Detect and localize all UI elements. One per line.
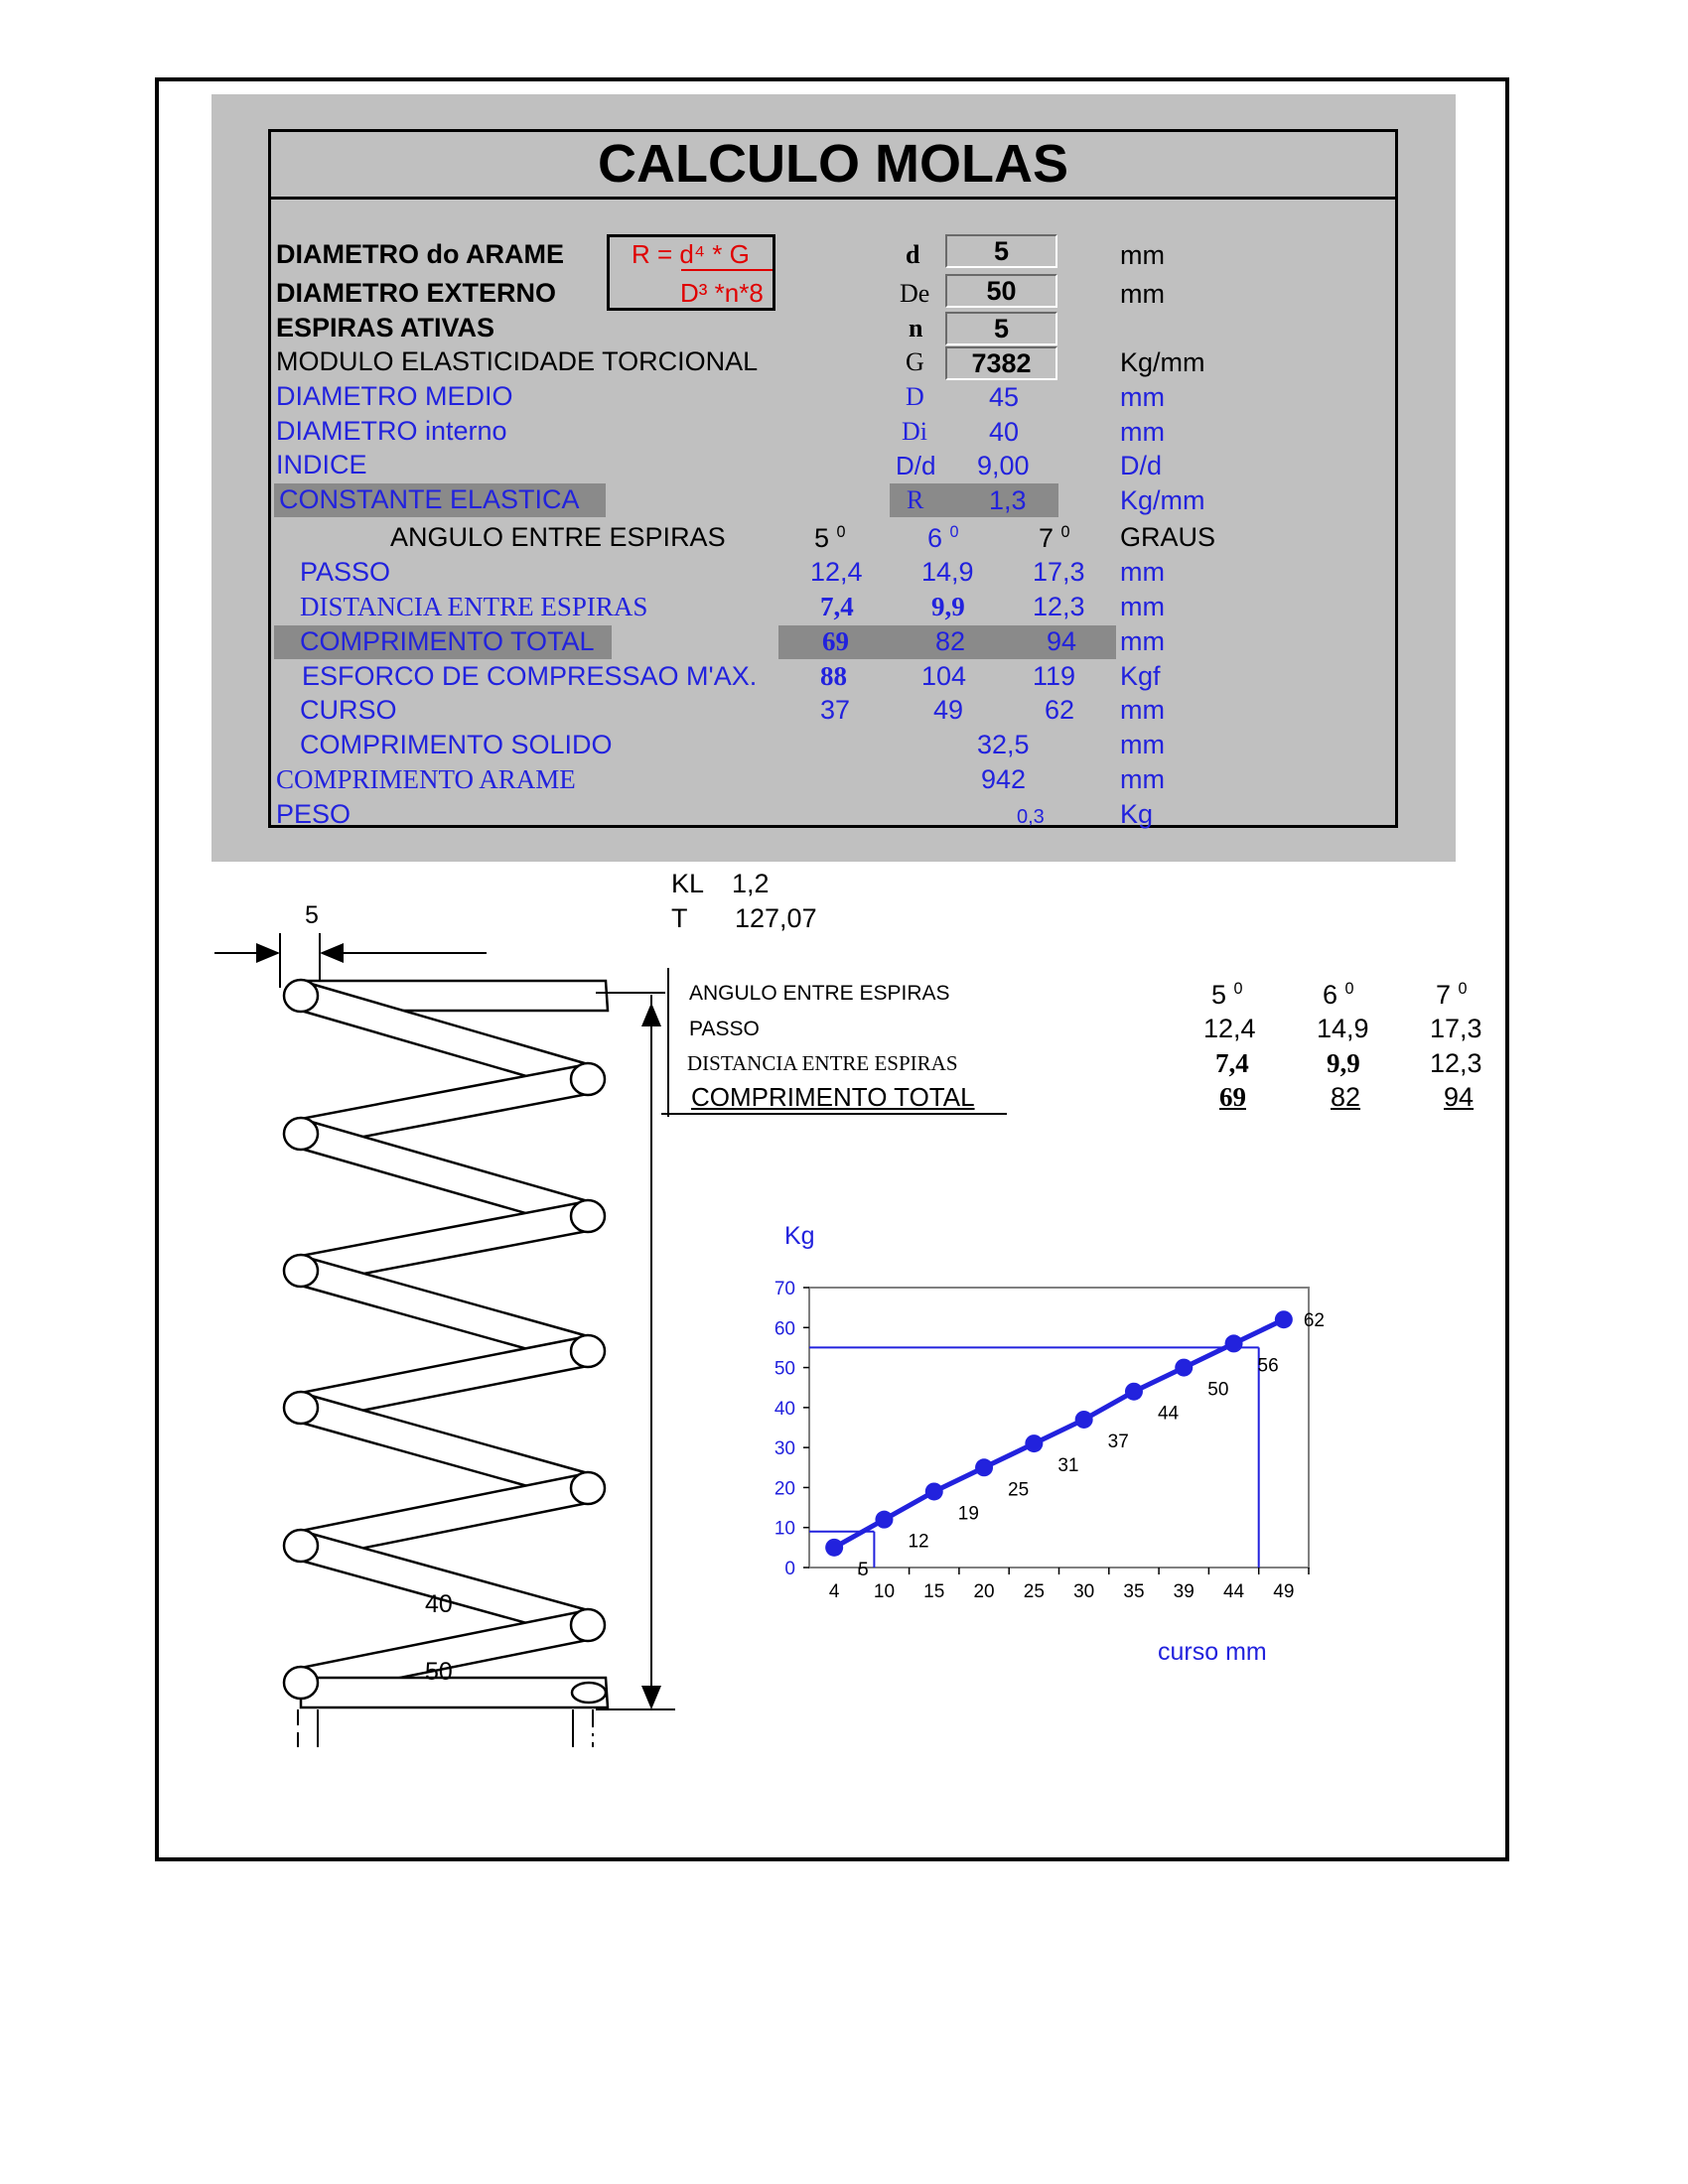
unit-index: D/d xyxy=(1120,451,1163,480)
formula-divider xyxy=(681,269,773,271)
force-stroke-chart xyxy=(745,1261,1340,1618)
chart-y-label: Kg xyxy=(784,1222,815,1250)
x-tick-label: 15 xyxy=(923,1581,945,1602)
summary-header-label: ANGULO ENTRE ESPIRAS xyxy=(689,982,950,1005)
chart-x-label: curso mm xyxy=(1158,1638,1267,1666)
input-label-outer-diameter: DIAMETRO EXTERNO xyxy=(276,278,557,308)
mean-diameter-value: 45 xyxy=(989,382,1020,412)
y-tick-label: 0 xyxy=(784,1559,795,1579)
total-7: 94 xyxy=(1047,626,1077,656)
t-value: 127,07 xyxy=(735,903,817,933)
row-label-total-length: COMPRIMENTO TOTAL xyxy=(300,626,595,656)
data-point xyxy=(1225,1334,1243,1352)
data-label: 44 xyxy=(1157,1403,1180,1425)
summary-total-5: 69 xyxy=(1219,1082,1246,1112)
x-tick-label: 49 xyxy=(1273,1581,1295,1602)
data-label: 50 xyxy=(1207,1379,1229,1401)
row-label-pitch: PASSO xyxy=(300,557,391,587)
wire-length-unit: mm xyxy=(1120,764,1165,794)
angle-header-label: ANGULO ENTRE ESPIRAS xyxy=(390,522,726,552)
data-point xyxy=(1275,1310,1293,1328)
unit-pitch: mm xyxy=(1120,557,1165,587)
summary-angle-5: 5 $^0$ xyxy=(1211,980,1243,1010)
total-6: 82 xyxy=(935,626,966,656)
solid-length-unit: mm xyxy=(1120,730,1165,759)
summary-label-total: COMPRIMENTO TOTAL xyxy=(691,1082,975,1112)
input-label-active-coils: ESPIRAS ATIVAS xyxy=(276,313,495,342)
gap-6: 9,9 xyxy=(931,592,965,621)
unit-force: Kgf xyxy=(1120,661,1161,691)
y-tick-label: 40 xyxy=(774,1398,795,1420)
angle-7: 7 $^0$ xyxy=(1039,523,1070,553)
solid-length-value: 32,5 xyxy=(977,730,1030,759)
wire-diameter-input[interactable]: 5 xyxy=(945,234,1057,268)
summary-gap-7: 12,3 xyxy=(1430,1048,1482,1078)
data-label: 62 xyxy=(1303,1310,1325,1332)
row-label-stroke: CURSO xyxy=(300,695,397,725)
pitch-7: 17,3 xyxy=(1033,557,1085,587)
gap-5: 7,4 xyxy=(820,592,854,621)
input-label-wire-diameter: DIAMETRO do ARAME xyxy=(276,239,564,269)
data-label: 12 xyxy=(908,1531,929,1553)
unit-total: mm xyxy=(1120,626,1165,656)
unit-r: Kg/mm xyxy=(1120,485,1205,515)
unit-mean-d: mm xyxy=(1120,382,1165,412)
derived-label-index: INDICE xyxy=(276,450,367,479)
derived-label-spring-constant: CONSTANTE ELASTICA xyxy=(279,484,580,514)
active-coils-input[interactable]: 5 xyxy=(945,312,1057,345)
summary-label-gap: DISTANCIA ENTRE ESPIRAS xyxy=(687,1051,958,1075)
x-tick-label: 10 xyxy=(873,1581,896,1602)
data-label: 5 xyxy=(858,1559,869,1580)
wire-length-label: COMPRIMENTO ARAME xyxy=(276,764,576,794)
unit-d: mm xyxy=(1120,240,1165,270)
t-label: T xyxy=(671,903,688,933)
summary-gap-5: 7,4 xyxy=(1215,1048,1249,1078)
pitch-6: 14,9 xyxy=(921,557,974,587)
weight-unit: Kg xyxy=(1120,799,1154,829)
data-label: 19 xyxy=(957,1503,979,1525)
summary-vline xyxy=(667,968,669,1117)
weight-label: PESO xyxy=(276,799,352,829)
x-tick-label: 20 xyxy=(973,1581,995,1602)
y-tick-label: 70 xyxy=(774,1279,795,1299)
data-point xyxy=(975,1458,993,1476)
summary-angle-6: 6 $^0$ xyxy=(1323,980,1354,1010)
gap-7: 12,3 xyxy=(1033,592,1085,621)
inner-diameter-value: 40 xyxy=(989,417,1020,447)
stroke-5: 37 xyxy=(820,695,851,725)
data-point xyxy=(875,1511,893,1529)
input-label-torsional-modulus: MODULO ELASTICIDADE TORCIONAL xyxy=(276,346,759,376)
formula-numerator: R = d⁴ * G xyxy=(632,239,750,269)
sym-n: n xyxy=(909,314,923,342)
summary-gap-6: 9,9 xyxy=(1327,1048,1360,1078)
sym-di: Di xyxy=(902,417,927,446)
sym-g: G xyxy=(906,347,924,376)
data-label: 37 xyxy=(1107,1431,1129,1452)
solid-length-label: COMPRIMENTO SOLIDO xyxy=(300,730,613,759)
summary-pitch-6: 14,9 xyxy=(1317,1014,1369,1043)
index-value: 9,00 xyxy=(977,451,1030,480)
wire-length-value: 942 xyxy=(981,764,1027,794)
summary-angle-7: 7 $^0$ xyxy=(1436,980,1468,1010)
summary-pitch-7: 17,3 xyxy=(1430,1014,1482,1043)
pitch-5: 12,4 xyxy=(810,557,863,587)
summary-label-pitch: PASSO xyxy=(689,1018,760,1040)
data-point xyxy=(1025,1434,1043,1452)
summary-hline xyxy=(661,1113,1007,1115)
unit-de: mm xyxy=(1120,279,1165,309)
kl-value: 1,2 xyxy=(732,869,770,898)
force-5: 88 xyxy=(820,661,847,691)
x-tick-label: 35 xyxy=(1123,1581,1145,1602)
wire-dim-label: 5 xyxy=(305,901,319,929)
weight-value: 0,3 xyxy=(1017,806,1045,828)
formula-denominator: D³ *n*8 xyxy=(680,278,764,308)
summary-pitch-5: 12,4 xyxy=(1203,1014,1256,1043)
y-tick-label: 20 xyxy=(774,1478,795,1500)
data-label: 56 xyxy=(1257,1355,1279,1377)
data-point xyxy=(1125,1383,1143,1401)
sym-d: d xyxy=(906,240,920,269)
page-title: CALCULO MOLAS xyxy=(270,131,1396,200)
x-tick-label: 30 xyxy=(1073,1581,1095,1602)
row-label-coil-gap: DISTANCIA ENTRE ESPIRAS xyxy=(300,592,648,621)
y-tick-label: 10 xyxy=(774,1518,795,1540)
data-point xyxy=(1075,1411,1093,1429)
summary-total-7: 94 xyxy=(1444,1082,1475,1112)
data-point xyxy=(1175,1359,1193,1377)
y-tick-label: 60 xyxy=(774,1318,795,1340)
data-label: 31 xyxy=(1057,1455,1079,1477)
sym-index: D/d xyxy=(896,451,936,480)
data-point xyxy=(925,1482,943,1500)
outer-diameter-input[interactable]: 50 xyxy=(945,274,1057,308)
derived-label-inner-diameter: DIAMETRO interno xyxy=(276,416,507,446)
data-label: 25 xyxy=(1008,1479,1030,1501)
y-tick-label: 50 xyxy=(774,1358,795,1380)
angle-6: 6 $^0$ xyxy=(927,523,959,553)
sym-r: R xyxy=(907,485,924,514)
outer-dim-label: 50 xyxy=(425,1658,453,1686)
kl-label: KL xyxy=(671,869,705,898)
unit-di: mm xyxy=(1120,417,1165,447)
stroke-7: 62 xyxy=(1045,695,1075,725)
y-tick-label: 30 xyxy=(774,1438,795,1460)
x-tick-label: 25 xyxy=(1023,1581,1045,1602)
force-6: 104 xyxy=(921,661,967,691)
unit-stroke: mm xyxy=(1120,695,1165,725)
spring-drawing xyxy=(199,893,695,1747)
derived-label-mean-diameter: DIAMETRO MEDIO xyxy=(276,381,513,411)
summary-total-6: 82 xyxy=(1331,1082,1361,1112)
x-tick-label: 44 xyxy=(1222,1581,1245,1602)
angle-unit: GRAUS xyxy=(1120,522,1216,552)
row-label-max-force: ESFORCO DE COMPRESSAO M'AX. xyxy=(302,661,758,691)
force-7: 119 xyxy=(1033,661,1076,691)
data-point xyxy=(825,1539,843,1557)
x-tick-label: 39 xyxy=(1173,1581,1195,1602)
inner-dim-label: 40 xyxy=(425,1590,453,1618)
torsional-modulus-input[interactable]: 7382 xyxy=(945,346,1057,380)
spring-constant-value: 1,3 xyxy=(989,485,1027,515)
unit-gap: mm xyxy=(1120,592,1165,621)
sym-mean-d: D xyxy=(906,382,924,411)
angle-5: 5 $^0$ xyxy=(814,523,846,553)
stroke-6: 49 xyxy=(933,695,964,725)
x-tick-label: 4 xyxy=(828,1581,840,1602)
unit-g: Kg/mm xyxy=(1120,347,1205,377)
sym-de: De xyxy=(900,279,930,308)
total-5: 69 xyxy=(822,626,849,656)
